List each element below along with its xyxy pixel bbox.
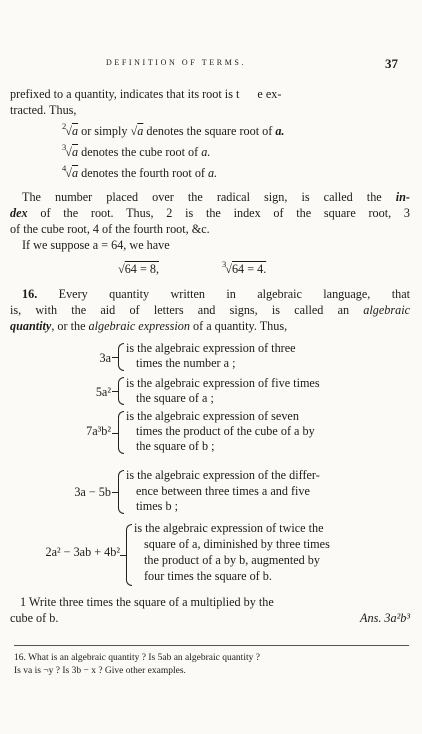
page-number: 37	[385, 56, 398, 71]
brace	[118, 470, 124, 514]
example-expression: 7a³b²	[86, 424, 111, 438]
brace	[126, 524, 132, 586]
example-expression: 3a − 5b	[74, 485, 111, 499]
brace	[118, 411, 124, 454]
sqrt-64-equation: √64 = 8,	[118, 262, 159, 276]
example-expression: 2a² − 3ab + 4b²	[45, 545, 120, 559]
example-line: times the number a ;	[136, 356, 236, 370]
example-line: four times the square of b.	[144, 569, 272, 583]
example-line: is the algebraic expression of five times	[126, 376, 320, 390]
para2-line4: If we suppose a = 64, we have	[22, 238, 170, 252]
square-root-line: $^2$√a or simply √a denotes the square root of a.	[62, 121, 285, 138]
example-line: is the algebraic expression of the differ-	[126, 468, 320, 482]
header-title: DEFINITION OF TERMS.	[106, 58, 247, 67]
para1-line1: prefixed to a quantity, indicates that its root is t e ex-	[10, 87, 282, 101]
brace	[118, 343, 124, 371]
example-line: is the algebraic expression of seven	[126, 409, 299, 423]
para16-line2: is, with the aid of letters and signs, is called an algebraic	[10, 303, 410, 317]
cube-root-line: $^3$√a denotes the cube root of a.	[62, 142, 211, 159]
example-line: is the algebraic expression of three	[126, 341, 296, 355]
example-line: the square of b ;	[136, 439, 215, 453]
exercise-line2: cube of b.	[10, 611, 59, 625]
example-expression: 5a²	[95, 385, 111, 399]
example-line: times the product of the cube of a by	[136, 424, 315, 438]
para16-line3: quantity, or the algebraic expression of a quantity. Thus,	[10, 319, 288, 333]
footnote-line2: Is va is ¬y ? Is 3b − x ? Give other examples.	[14, 666, 186, 676]
example-line: square of a, diminished by three times	[144, 537, 330, 551]
para2-line2: dex of the root. Thus, 2 is the index of the square root, 3	[10, 206, 410, 220]
footnote-divider	[14, 645, 409, 646]
running-header	[0, 58, 422, 74]
para2-line1: The number placed over the radical sign, is called the in-	[22, 190, 410, 204]
example-line: times b ;	[136, 499, 178, 513]
footnote-line1: 16. What is an algebraic quantity ? Is 5ab an algebraic quantity ?	[14, 653, 260, 663]
example-expression: 3a	[99, 351, 111, 365]
exercise-answer: Ans. 3a²b³	[360, 611, 410, 625]
fourth-root-line: $^4$√a denotes the fourth root of a.	[62, 163, 218, 180]
cuberoot-64-equation: $^3$√64 = 4.	[222, 259, 267, 276]
example-line: the square of a ;	[136, 391, 214, 405]
example-line: the product of a by b, augmented by	[144, 553, 320, 567]
brace	[118, 377, 124, 405]
example-line: ence between three times a and five	[136, 484, 310, 498]
exercise-line1: 1 Write three times the square of a multiplied by the	[20, 595, 274, 609]
para2-line3: of the cube root, 4 of the fourth root, &c.	[10, 222, 210, 236]
para16-line1: 16. Every quantity written in algebraic language, that	[22, 287, 410, 301]
para1-line2: tracted. Thus,	[10, 103, 77, 117]
example-line: is the algebraic expression of twice the	[134, 521, 324, 535]
